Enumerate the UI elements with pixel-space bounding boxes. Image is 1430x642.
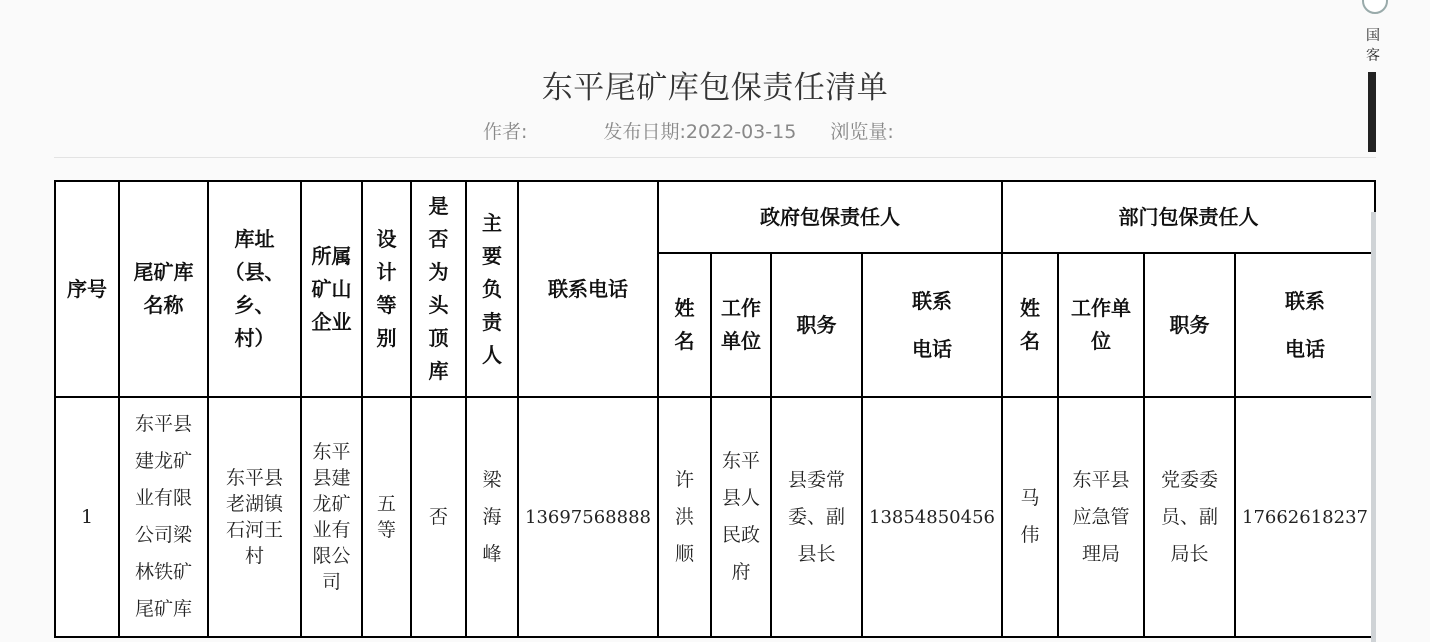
date-value: 2022-03-15 (685, 121, 797, 143)
cell-seq: 1 (55, 397, 119, 637)
header-row-group (55, 181, 1375, 253)
right-sidebar (1366, 0, 1380, 160)
cell-gov-position: 县委常 委、副 县长 (771, 397, 862, 637)
table-row (55, 397, 1375, 637)
cell-dept-position: 党委委 员、副 局长 (1144, 397, 1235, 637)
scrollbar[interactable] (1371, 212, 1376, 642)
article-meta (483, 117, 894, 144)
header-address: 库址 （县、 乡、 村） (208, 181, 301, 397)
cell-dept-phone: 17662618237 (1235, 397, 1375, 637)
header-gov-unit: 工作 单位 (711, 253, 771, 397)
views-label: 浏览量: (830, 121, 894, 143)
cell-dept-name: 马 伟 (1002, 397, 1058, 637)
header-phone: 联系电话 (518, 181, 658, 397)
cell-phone: 13697568888 (518, 397, 658, 637)
cell-dept-unit: 东平县 应急管 理局 (1058, 397, 1144, 637)
header-dept-position: 职务 (1144, 253, 1235, 397)
cell-enterprise: 东平 县建 龙矿 业有 限公 司 (301, 397, 362, 637)
sidebar-circle-icon[interactable] (1362, 0, 1388, 14)
header-gov-name: 姓 名 (658, 253, 711, 397)
author-label: 作者: (483, 121, 528, 143)
header-dept-unit: 工作单 位 (1058, 253, 1144, 397)
header-gov-phone: 联系 电话 (862, 253, 1002, 397)
sidebar-text: 国 客 (1366, 28, 1380, 64)
responsibility-table-wrap (54, 180, 1376, 638)
cell-reservoir-name: 东平县 建龙矿 业有限 公司梁 林铁矿 尾矿库 (119, 397, 208, 637)
header-dept-phone: 联系 电话 (1235, 253, 1375, 397)
header-top-reservoir: 是 否 为 头 顶 库 (411, 181, 466, 397)
qr-code-icon (1368, 72, 1376, 152)
cell-principal: 梁 海 峰 (466, 397, 518, 637)
header-seq: 序号 (55, 181, 119, 397)
page-title: 东平尾矿库包保责任清单 (541, 70, 889, 106)
cell-address: 东平县 老湖镇 石河王 村 (208, 397, 301, 637)
header-gov-position: 职务 (771, 253, 862, 397)
header-dept-group: 部门包保责任人 (1002, 181, 1375, 253)
cell-gov-name: 许 洪 顺 (658, 397, 711, 637)
cell-design-grade: 五 等 (362, 397, 411, 637)
header-principal: 主 要 负 责 人 (466, 181, 518, 397)
date-label: 发布日期: (603, 121, 686, 143)
header-dept-name: 姓 名 (1002, 253, 1058, 397)
cell-top-reservoir: 否 (411, 397, 466, 637)
header-enterprise: 所属 矿山 企业 (301, 181, 362, 397)
header-gov-group: 政府包保责任人 (658, 181, 1002, 253)
cell-gov-unit: 东平 县人 民政 府 (711, 397, 771, 637)
cell-gov-phone: 13854850456 (862, 397, 1002, 637)
responsibility-table (54, 180, 1376, 638)
divider (54, 157, 1376, 158)
header-design-grade: 设 计 等 别 (362, 181, 411, 397)
header-reservoir-name: 尾矿库 名称 (119, 181, 208, 397)
